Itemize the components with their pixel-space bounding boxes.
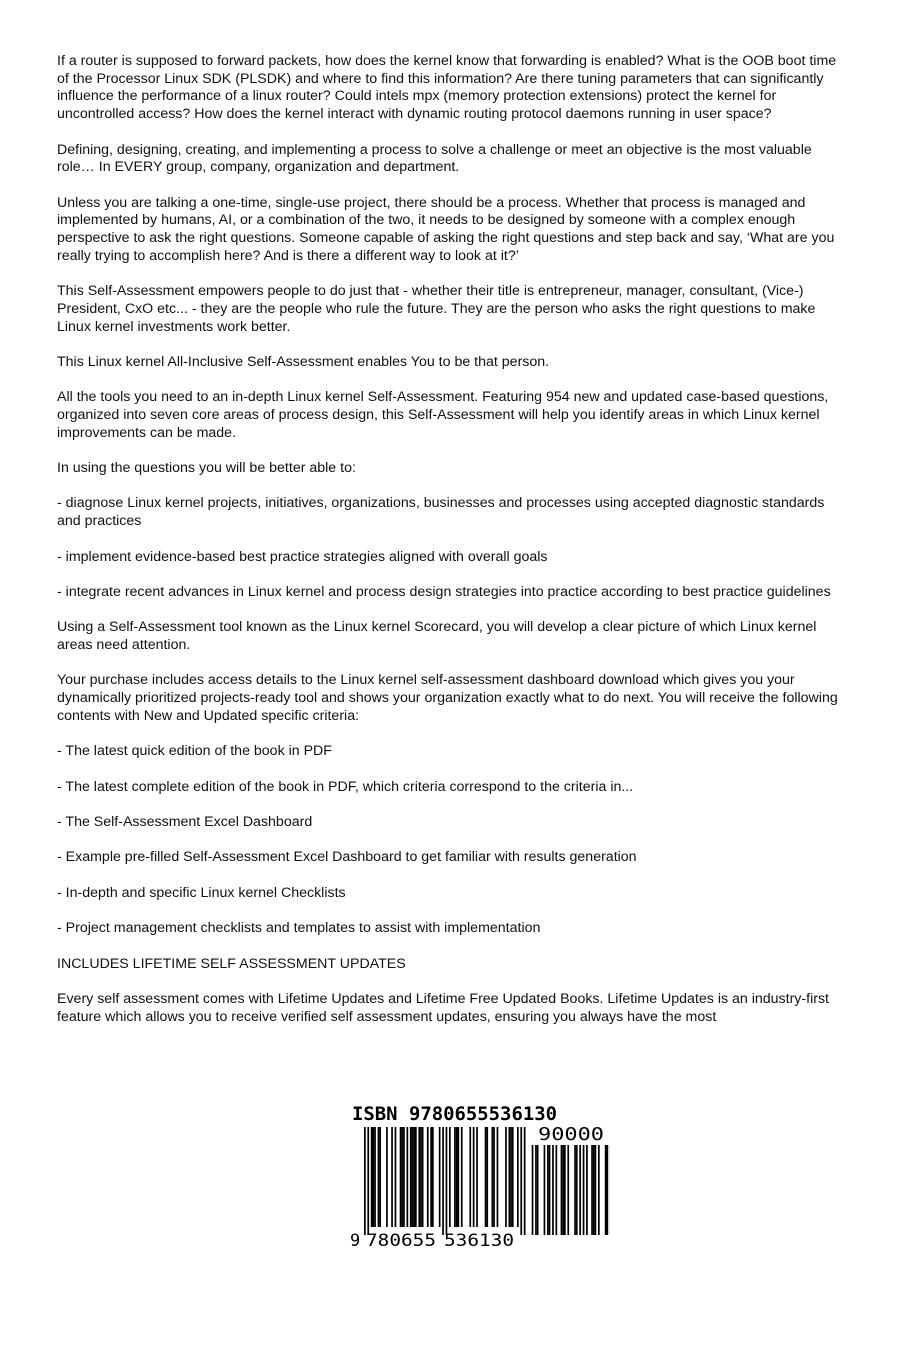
barcode-left-digits: 780655 [366,1231,436,1251]
paragraph-process-design: Unless you are talking a one-time, single-use project, there should be a process. Whether that process is managed and implemented by humans, AI, or a combination of the two, it needs to be designed by someone with a complex enough perspective to ask the right questions. Someone capable of asking the right questions and step back and say, ‘What are you really trying to accomplish here? And is there a different way to look at it?’ [57,194,835,264]
paragraph-process-role: Defining, designing, creating, and implementing a process to solve a challenge or meet an objective is the most valuable role… In EVERY group, company, organization and department. [57,141,812,176]
barcode-guard-bar [446,1127,448,1235]
addon-bar [561,1145,563,1235]
barcode-bar [374,1127,376,1227]
addon-bar [562,1145,564,1235]
addon-bar [593,1145,595,1235]
barcode-bar [412,1127,414,1227]
paragraph-scorecard: Using a Self-Assessment tool known as the Linux kernel Scorecard, you will develop a clear picture of which Linux kernel areas need attention. [57,619,817,654]
barcode-graphic [350,1103,610,1253]
addon-bar [537,1145,539,1235]
barcode-bar [473,1127,475,1227]
barcode-bar [492,1127,494,1227]
barcode-bar [439,1127,441,1227]
paragraph-tools: All the tools you need to an in-depth Linux kernel Self-Assessment. Featuring 954 new and updated case-based questions, organized into seven core areas of process design, this Self-Assessment will help you identify areas in which Linux kernel improvements can be made. [57,389,829,441]
addon-bar [574,1145,576,1235]
addon-bar [579,1145,581,1235]
barcode-bar [420,1127,422,1227]
barcode-bar [517,1127,519,1227]
barcode-bar [449,1127,451,1227]
heading-lifetime-updates: INCLUDES LIFETIME SELF ASSESSMENT UPDATES [57,955,406,972]
bullet-complete-edition: - The latest complete edition of the book in PDF, which criteria correspond to the criteria in... [57,778,634,795]
barcode-bar [476,1127,478,1227]
barcode-bar [512,1127,514,1227]
barcode-bar [509,1127,511,1227]
bullet-example-dashboard: - Example pre-filled Self-Assessment Excel Dashboard to get familiar with results generation [57,849,637,866]
barcode-bar [410,1127,412,1227]
barcode-bar [400,1127,402,1227]
barcode-bar [458,1127,460,1227]
addon-bar [598,1145,600,1235]
barcode-bar [418,1127,420,1227]
main-barcode-bars [364,1127,526,1235]
barcode-bar [505,1127,507,1227]
barcode-guard-bar [524,1127,526,1235]
barcode-bar [378,1127,380,1227]
barcode-bar [403,1127,405,1227]
barcode-bar [401,1127,403,1227]
paragraph-lifetime-updates: Every self assessment comes with Lifetime Updates and Lifetime Free Updated Books. Lifetime Updates is an industry-first feature which allows you to receive verified self assessment updates, ensuring you always have the most [57,990,829,1025]
bullet-project-management: - Project management checklists and templates to assist with implementation [57,920,541,937]
barcode-bar [407,1127,409,1227]
addon-digits: 90000 [538,1124,604,1145]
barcode-first-digit: 9 [350,1231,361,1251]
addon-bar [547,1145,549,1235]
paragraph-better-able: In using the questions you will be better able to: [57,460,356,477]
barcode-guard-bar [367,1127,369,1235]
barcode-bar [461,1127,463,1227]
barcode-bar [469,1127,471,1227]
barcode-bar [373,1127,375,1227]
barcode-bar [497,1127,499,1227]
barcode-bar [454,1127,456,1227]
addon-bar [607,1145,609,1235]
bullet-integrate: - integrate recent advances in Linux kernel and process design strategies into practice according to best practice guidelines [57,583,831,600]
addon-bar [564,1145,566,1235]
addon-bar [552,1145,554,1235]
addon-bar [556,1145,558,1235]
bullet-excel-dashboard: - The Self-Assessment Excel Dashboard [57,814,313,831]
bullet-diagnose: - diagnose Linux kernel projects, initiatives, organizations, businesses and processes using accepted diagnostic standards and practices [57,495,825,530]
barcode-bar [391,1127,393,1227]
paragraph-empowerment: This Self-Assessment empowers people to do just that - whether their title is entrepreneur, manager, consultant, (Vice-) President, CxO etc... - they are the people who rule the future. They are the person who asks the right questions to make Linux kernel investments work better. [57,283,816,335]
barcode-bar [430,1127,432,1227]
barcode-right-digits: 536130 [444,1231,514,1251]
addon-bar [586,1145,588,1235]
addon-bar [605,1145,607,1235]
addon-bar [535,1145,537,1235]
addon-barcode-bars [532,1145,610,1235]
barcode-guard-bar [364,1127,366,1235]
back-cover-text [57,53,847,1044]
barcode-bar [493,1127,495,1227]
addon-bar [532,1145,534,1235]
paragraph-enable-person: This Linux kernel All-Inclusive Self-Assessment enables You to be that person. [57,353,550,370]
paragraph-router-questions: If a router is supposed to forward packets, how does the kernel know that forwarding is enabled? What is the OOB boot time of the Processor Linux SDK (PLSDK) and where to find this information? Are there tuning parameters that can significantly influence the performance of a linux router? Could intels mpx (memory protection extensions) protect the kernel for uncontrolled access? How does the kernel interact with dynamic routing protocol daemons running in user space? [57,53,837,123]
addon-bar [583,1145,585,1235]
addon-bar [595,1145,597,1235]
addon-bar [544,1145,546,1235]
barcode-guard-bar [442,1127,444,1235]
barcode-bar [422,1127,424,1227]
isbn-label: ISBN 9780655536130 [352,1103,557,1125]
barcode-bar [395,1127,397,1227]
bullet-checklists: - In-depth and specific Linux kernel Checklists [57,884,346,901]
bullet-quick-edition: - The latest quick edition of the book in PDF [57,743,332,760]
barcode-bar [456,1127,458,1227]
barcode-bar [485,1127,487,1227]
barcode-bar [415,1127,417,1227]
barcode-bar [386,1127,388,1227]
barcode-bar [486,1127,488,1227]
addon-bar [549,1145,551,1235]
barcode-bar [413,1127,415,1227]
isbn-barcode [350,1103,610,1253]
addon-bar [591,1145,593,1235]
barcode-bar [432,1127,434,1227]
barcode-bar [510,1127,512,1227]
paragraph-purchase: Your purchase includes access details to the Linux kernel self-assessment dashboard download which gives you your dynamically prioritized projects-ready tool and shows your organization exactly what to do next. You will receive the following contents with New and Updated specific criteria: [57,672,838,724]
barcode-bar [427,1127,429,1227]
addon-bar [576,1145,578,1235]
barcode-bar [371,1127,373,1227]
barcode-guard-bar [520,1127,522,1235]
barcode-bar [379,1127,381,1227]
addon-bar [567,1145,569,1235]
bullet-implement: - implement evidence-based best practice strategies aligned with overall goals [57,548,548,565]
